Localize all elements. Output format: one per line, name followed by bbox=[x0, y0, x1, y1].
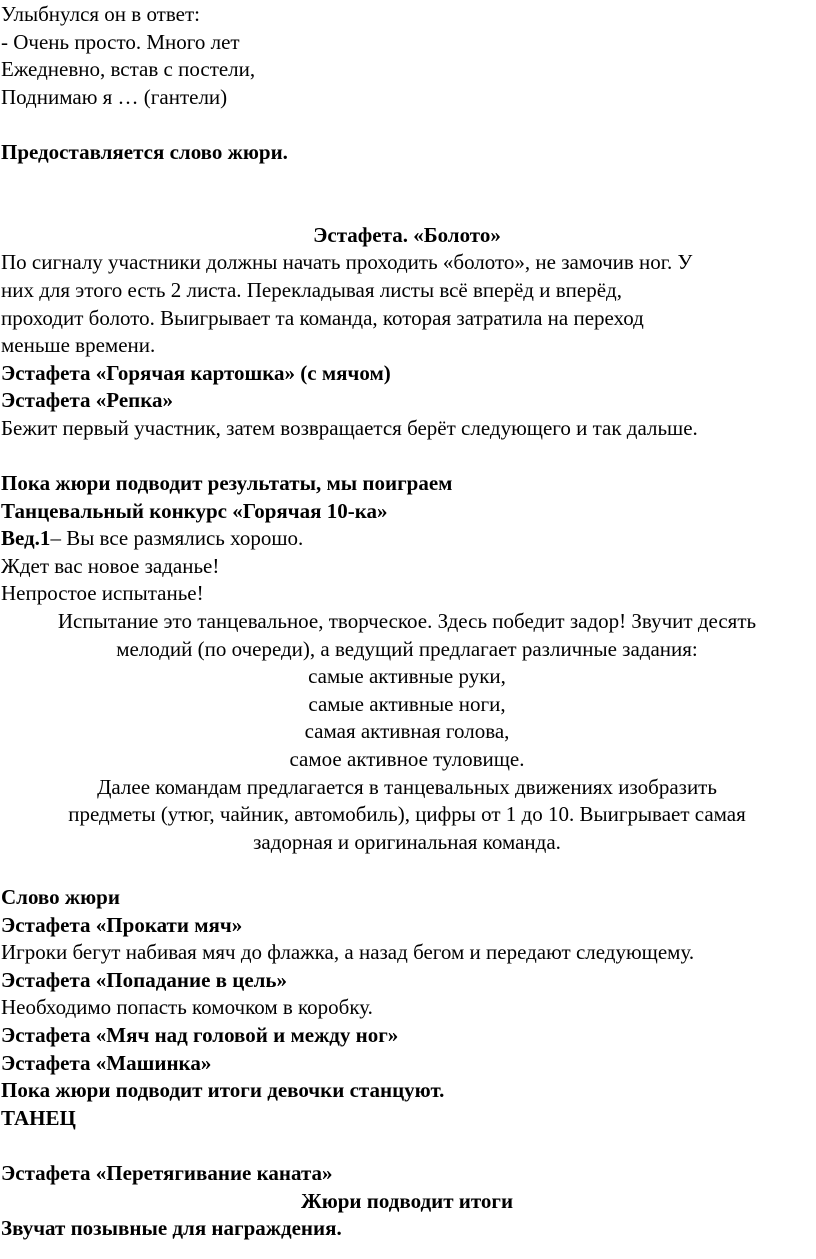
relay-car-title: Эстафета «Машинка» bbox=[1, 1050, 212, 1075]
host-text: – Вы все размялись хорошо. bbox=[50, 526, 304, 551]
centered-line: самые активные руки, bbox=[308, 664, 506, 689]
jury-results-heading: Жюри подводит итоги bbox=[300, 1188, 514, 1213]
paragraph-line: проходит болото. Выигрывает та команда, которая затратила на переход bbox=[1, 305, 644, 330]
dance-contest-title: Танцевальный конкурс «Горячая 10-ка» bbox=[1, 498, 388, 523]
centered-line: самое активное туловище. bbox=[289, 747, 525, 772]
centered-line: мелодий (по очереди), а ведущий предлагает различные задания: bbox=[116, 636, 698, 661]
spacer bbox=[0, 443, 814, 471]
poem-line: - Очень просто. Много лет bbox=[1, 29, 240, 54]
dance-heading: ТАНЕЦ bbox=[1, 1105, 76, 1130]
spacer bbox=[0, 167, 814, 222]
spacer bbox=[0, 1132, 814, 1160]
spacer bbox=[0, 111, 814, 139]
girls-dance-heading: Пока жюри подводит итоги девочки станцуют. bbox=[1, 1078, 445, 1103]
relay-swamp-title: Эстафета. «Болото» bbox=[313, 222, 501, 247]
relay-target-title: Эстафета «Попадание в цель» bbox=[1, 967, 288, 992]
award-signals-heading: Звучат позывные для награждения. bbox=[1, 1216, 342, 1241]
dance-line: Ждет вас новое заданье! bbox=[1, 553, 220, 578]
dance-contest-description bbox=[0, 608, 814, 856]
jury-word-heading: Предоставляется слово жюри. bbox=[1, 139, 288, 164]
spacer bbox=[0, 856, 814, 884]
poem-block bbox=[0, 1, 814, 111]
relay-target-text: Необходимо попасть комочком в коробку. bbox=[1, 995, 373, 1020]
relay-roll-ball-title: Эстафета «Прокати мяч» bbox=[1, 912, 243, 937]
paragraph-line: По сигналу участники должны начать проходить «болото», не замочив ног. У bbox=[1, 250, 693, 275]
relay-potato-title: Эстафета «Горячая картошка» (с мячом) bbox=[1, 360, 391, 385]
poem-line: Поднимаю я … (гантели) bbox=[1, 84, 228, 109]
jury-word-heading-2: Слово жюри bbox=[1, 885, 120, 909]
host-label: Вед.1 bbox=[1, 526, 51, 551]
relay-ball-overhead-title: Эстафета «Мяч над головой и между ног» bbox=[1, 1022, 399, 1047]
relay-turnip-title: Эстафета «Репка» bbox=[1, 388, 174, 413]
centered-line: Далее командам предлагается в танцевальных движениях изобразить bbox=[97, 774, 717, 799]
relay-turnip-text: Бежит первый участник, затем возвращается берёт следующего и так дальше. bbox=[1, 415, 698, 440]
relay-swamp-text bbox=[0, 249, 814, 359]
poem-line: Улыбнулся он в ответ: bbox=[1, 2, 200, 26]
relay-tug-title: Эстафета «Перетягивание каната» bbox=[1, 1160, 333, 1185]
centered-line: самая активная голова, bbox=[304, 719, 510, 744]
centered-line: самые активные ноги, bbox=[308, 691, 506, 716]
paragraph-line: них для этого есть 2 листа. Перекладывая листы всё вперёд и вперёд, bbox=[1, 277, 622, 302]
relay-roll-ball-text: Игроки бегут набивая мяч до флажка, а назад бегом и передают следующему. bbox=[1, 940, 695, 965]
host-line bbox=[0, 525, 814, 553]
paragraph-line: меньше времени. bbox=[1, 333, 156, 358]
centered-line: Испытание это танцевальное, творческое. Здесь победит задор! Звучит десять bbox=[57, 609, 757, 634]
poem-line: Ежедневно, встав с постели, bbox=[1, 57, 256, 82]
dance-line: Непростое испытанье! bbox=[1, 581, 204, 606]
while-jury-heading: Пока жюри подводит результаты, мы поиграем bbox=[1, 471, 453, 496]
centered-line: задорная и оригинальная команда. bbox=[253, 829, 561, 854]
centered-line: предметы (утюг, чайник, автомобиль), цифры от 1 до 10. Выигрывает самая bbox=[68, 802, 746, 827]
